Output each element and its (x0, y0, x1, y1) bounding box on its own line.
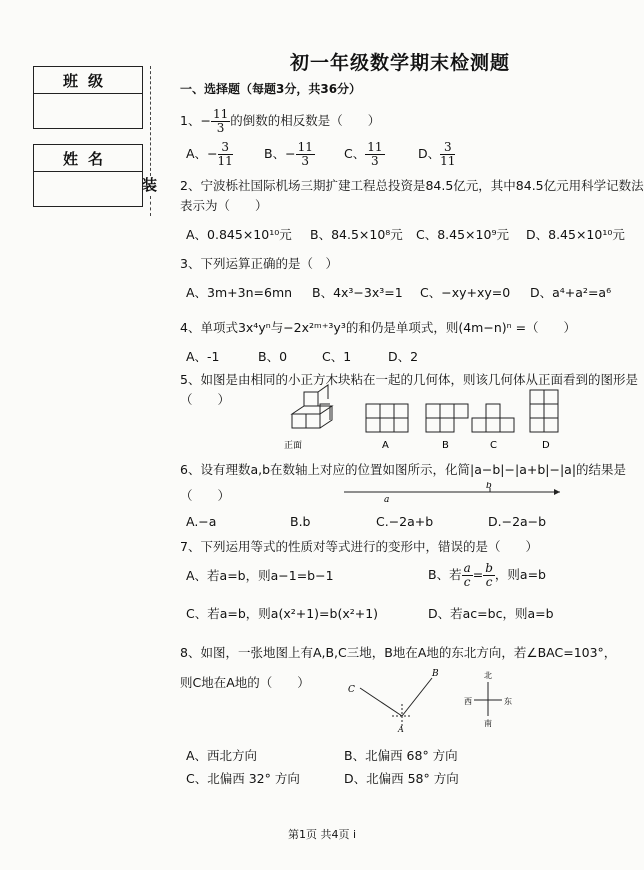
q6-option-a[interactable]: A.−a (186, 514, 217, 529)
name-field[interactable] (34, 172, 142, 206)
q8-option-c[interactable]: C、北偏西 32° 方向 (186, 771, 300, 786)
q8-option-d[interactable]: D、北偏西 58° 方向 (344, 771, 459, 786)
q2-option-a[interactable]: A、0.845×10¹⁰元 (186, 227, 292, 242)
q8-option-b[interactable]: B、北偏西 68° 方向 (344, 748, 458, 763)
question-7: 7、下列运用等式的性质对等式进行的变形中，错误的是（ ） (180, 539, 538, 554)
section-heading: 一、选择题（每题3分，共36分） (180, 82, 362, 96)
q4-option-a[interactable]: A、-1 (186, 349, 220, 364)
point-b: b (486, 482, 492, 491)
question-6-line2: （ ） (180, 488, 231, 503)
q3-option-b[interactable]: B、4x³−3x³=1 (312, 285, 403, 300)
q2-option-c[interactable]: C、8.45×10⁹元 (416, 227, 509, 242)
question-8-line2: 则C地在A地的（ ） (180, 675, 310, 690)
q6-option-c[interactable]: C.−2a+b (376, 514, 434, 529)
option-b-figure (426, 404, 468, 432)
class-box (33, 66, 143, 129)
class-label: 班级 (34, 67, 142, 94)
compass-south: 南 (484, 719, 492, 728)
q1-option-a[interactable]: A、− $\frac{3}{11}$ (186, 140, 233, 168)
option-d-figure (530, 390, 558, 432)
q1-option-c[interactable]: C、 $\frac{11}{3}$ (344, 140, 383, 168)
class-field[interactable] (34, 94, 142, 128)
q2-option-d[interactable]: D、8.45×10¹⁰元 (526, 227, 625, 242)
question-8-line1: 8、如图，一张地图上有A,B,C三地，B地在A地的东北方向，若∠BAC=103°， (180, 645, 617, 660)
number-line (340, 482, 570, 502)
fig-label-b[interactable]: B (442, 440, 449, 451)
binding-line-top (150, 66, 151, 176)
question-6-line1: 6、设有理数a,b在数轴上对应的位置如图所示，化简|a−b|−|a+b|−|a|的结果是 (180, 462, 627, 477)
fig-label-a[interactable]: A (382, 440, 389, 451)
q7-option-b[interactable]: B、若 $\frac{a}{c}$ = $\frac{b}{c}$ ，则a=b (428, 561, 546, 589)
fig-label-d[interactable]: D (542, 440, 550, 451)
front-label: 正面 (284, 441, 303, 451)
q7-option-a[interactable]: A、若a=b，则a−1=b−1 (186, 568, 334, 583)
q7-option-c[interactable]: C、若a=b，则a(x²+1)=b(x²+1) (186, 606, 379, 621)
point-b: B (432, 669, 439, 679)
question-5-line1: 5、如图是由相同的小正方木块粘在一起的几何体，则该几何体从正面看到的图形是 (180, 372, 638, 387)
point-a: A (398, 725, 404, 734)
q4-option-d[interactable]: D、2 (388, 349, 419, 364)
q5-figures (280, 384, 580, 456)
compass-west: 西 (464, 697, 472, 706)
point-c: C (348, 685, 355, 695)
q3-option-c[interactable]: C、−xy+xy=0 (420, 285, 511, 300)
q6-option-b[interactable]: B.b (290, 514, 311, 529)
question-2-line1: 2、宁波栎社国际机场三期扩建工程总投资是84.5亿元，其中84.5亿元用科学记数法 (180, 178, 644, 193)
compass-east: 东 (504, 697, 512, 706)
q1-option-d[interactable]: D、 $\frac{3}{11}$ (418, 140, 456, 168)
q7-option-d[interactable]: D、若ac=bc，则a=b (428, 606, 554, 621)
name-box (33, 144, 143, 207)
point-a: a (384, 495, 390, 502)
q8-option-a[interactable]: A、西北方向 (186, 748, 258, 763)
page-title: 初一年级数学期末检测题 (290, 52, 511, 74)
q2-option-b[interactable]: B、84.5×10⁸元 (310, 227, 403, 242)
q3-option-d[interactable]: D、a⁴+a²=a⁶ (530, 285, 612, 300)
question-4: 4、单项式3x⁴yⁿ与−2x²ᵐ⁺³y³的和仍是单项式，则(4m−n)ⁿ =（ ） (180, 320, 577, 335)
compass-north: 北 (484, 671, 492, 680)
binding-line-bottom (150, 196, 151, 216)
q4-option-c[interactable]: C、1 (322, 349, 352, 364)
q4-option-b[interactable]: B、0 (258, 349, 288, 364)
q1-option-b[interactable]: B、− $\frac{11}{3}$ (264, 140, 313, 168)
fig-label-c[interactable]: C (490, 440, 497, 451)
cube-solid-figure (292, 385, 332, 428)
question-3: 3、下列运算正确的是（ ） (180, 256, 338, 271)
q6-option-d[interactable]: D.−2a−b (488, 514, 547, 529)
option-a-figure (366, 404, 408, 432)
question-1: 1、− $\frac{11}{3}$ 的倒数的相反数是（ ） (180, 107, 381, 135)
question-5-line2: （ ） (180, 392, 231, 407)
page-footer: 第1页 共4页 ⅰ (287, 828, 357, 841)
binding-char: 装 (142, 176, 158, 194)
map-diagram (340, 664, 540, 734)
name-label: 姓名 (34, 145, 142, 172)
q3-option-a[interactable]: A、3m+3n=6mn (186, 285, 293, 300)
question-2-line2: 表示为（ ） (180, 198, 268, 213)
option-c-figure (472, 404, 514, 432)
